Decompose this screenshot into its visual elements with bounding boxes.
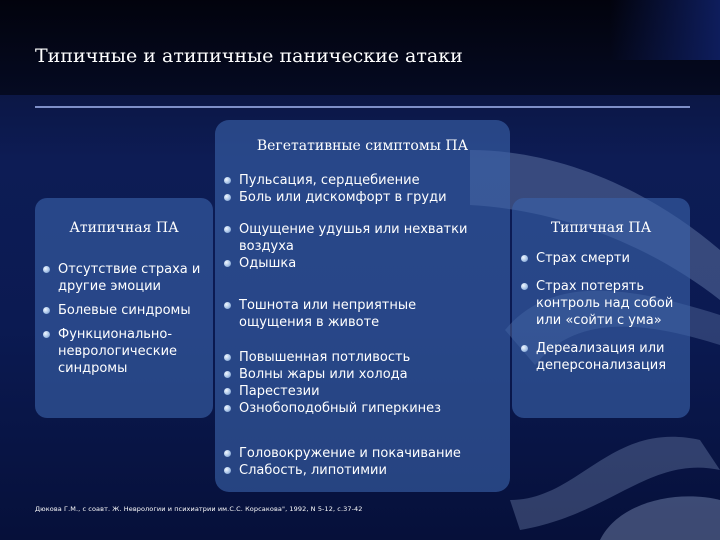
panel-title-atypical: Атипичная ПА (69, 220, 179, 236)
symptom-group (223, 221, 503, 272)
list-item: Слабость, липотимии (223, 462, 503, 479)
symptom-group (223, 297, 453, 331)
typical-list (520, 250, 688, 374)
list-item: Парестезии (223, 383, 503, 400)
panel-vegetative-symptoms (215, 120, 510, 492)
list-item: Страх потерять контроль над собой или «сойти с ума» (520, 278, 688, 329)
list-item: Ощущение удушья или нехватки воздуха (223, 221, 503, 255)
panel-title-vegetative: Вегетативные симптомы ПА (256, 138, 469, 154)
list-item: Волны жары или холода (223, 366, 503, 383)
symptom-group (223, 349, 503, 417)
list-item: Повышенная потливость (223, 349, 503, 366)
list-item: Пульсация, сердцебиение (223, 172, 503, 189)
slide-title: Типичные и атипичные панические атаки (35, 45, 463, 67)
list-item: Ознобоподобный гиперкинез (223, 400, 503, 417)
list-item: Дереализация или деперсонализация (520, 340, 688, 374)
list-item: Тошнота или неприятные ощущения в животе (223, 297, 453, 331)
symptom-group (223, 172, 503, 206)
list-item: Страх смерти (520, 250, 688, 267)
list-item: Головокружение и покачивание (223, 445, 503, 462)
list-item: Боль или дискомфорт в груди (223, 189, 503, 206)
atypical-list (42, 261, 210, 377)
title-divider (35, 106, 690, 108)
list-item: Болевые синдромы (42, 302, 210, 319)
panel-title-typical: Типичная ПА (550, 220, 652, 236)
list-item: Отсутствие страха и другие эмоции (42, 261, 210, 295)
footnote-citation: Дюкова Г.М., с соавт. Ж. Неврологии и психиатрии им.С.С. Корсакова", 1992, N 5-12, с.37-42 (35, 505, 363, 513)
symptom-group (223, 445, 503, 479)
list-item: Одышка (223, 255, 503, 272)
panel-typical-pa (512, 198, 690, 418)
list-item: Функционально-неврологические синдромы (42, 326, 210, 377)
panel-atypical-pa (35, 198, 213, 418)
